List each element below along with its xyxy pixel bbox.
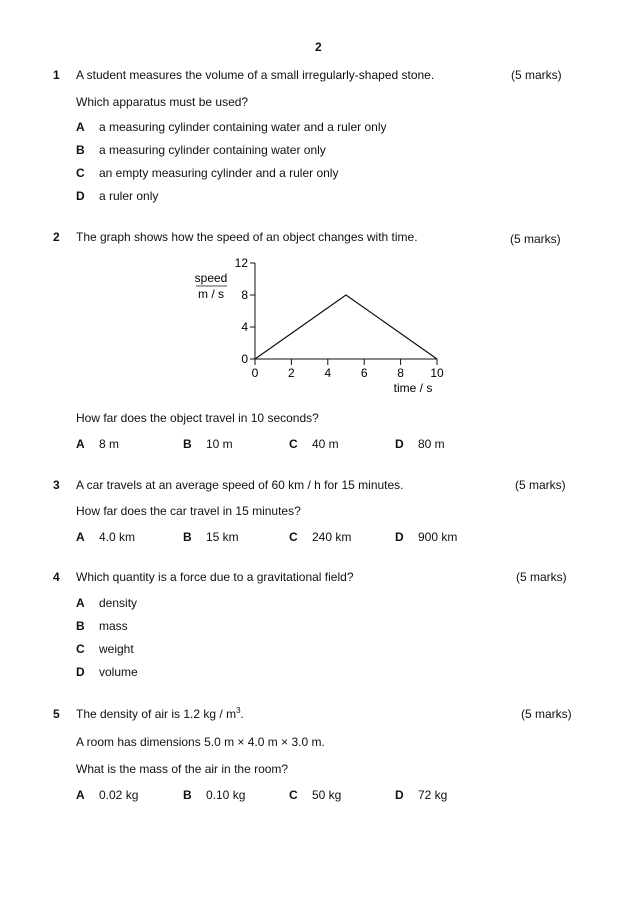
x-tick-label: 10 xyxy=(430,366,444,380)
y-tick-label: 4 xyxy=(241,320,248,334)
option-letter: A xyxy=(76,596,85,610)
option-letter: A xyxy=(76,120,85,134)
option-letter: A xyxy=(76,530,85,544)
option-letter: D xyxy=(76,189,85,203)
question-number: 3 xyxy=(53,478,60,492)
question-stem xyxy=(76,707,244,721)
option-letter: B xyxy=(76,619,85,633)
option-letter: C xyxy=(289,530,298,544)
page-number: 2 xyxy=(315,40,322,54)
option-letter: C xyxy=(76,166,85,180)
question-stem: Which quantity is a force due to a gravitational field? xyxy=(76,570,354,584)
speed-line xyxy=(255,295,437,359)
question-prompt: How far does the car travel in 15 minutes? xyxy=(76,504,301,518)
option-letter: D xyxy=(395,437,404,451)
speed-time-graph xyxy=(185,252,475,402)
x-axis-label: time / s xyxy=(393,381,433,395)
marks-label: (5 marks) xyxy=(510,232,561,246)
marks-label: (5 marks) xyxy=(511,68,562,82)
option-text: volume xyxy=(99,665,138,679)
y-tick-label: 0 xyxy=(241,352,248,366)
y-tick-label: 12 xyxy=(234,256,248,270)
option-text: 8 m xyxy=(99,437,120,451)
option-text: an empty measuring cylinder and a ruler only xyxy=(99,166,339,180)
option-letter: B xyxy=(183,437,192,451)
option-letter: D xyxy=(76,665,85,679)
x-tick-label: 4 xyxy=(324,366,332,380)
question-number: 5 xyxy=(53,707,60,721)
y-axis-label-bottom: m / s xyxy=(198,287,224,301)
y-tick-label: 8 xyxy=(241,288,248,302)
option-letter: A xyxy=(76,788,85,802)
option-text: 72 kg xyxy=(418,788,448,802)
option-text: 80 m xyxy=(418,437,445,451)
question-number: 1 xyxy=(53,68,60,82)
stem-text: The density of air is 1.2 kg / m xyxy=(76,707,237,721)
question-prompt: Which apparatus must be used? xyxy=(76,95,249,109)
option-text: density xyxy=(99,596,138,610)
stem-superscript: 3 xyxy=(236,706,241,715)
option-letter: D xyxy=(395,788,404,802)
option-letter: C xyxy=(76,642,85,656)
option-letter: B xyxy=(76,143,85,157)
question-prompt: What is the mass of the air in the room? xyxy=(76,762,289,776)
option-text: 900 km xyxy=(418,530,458,544)
option-text: 240 km xyxy=(312,530,352,544)
option-text: 4.0 km xyxy=(99,530,136,544)
question-info: A room has dimensions 5.0 m × 4.0 m × 3.0 m. xyxy=(76,735,325,749)
stem-suffix: . xyxy=(240,707,244,721)
option-letter: B xyxy=(183,788,192,802)
option-letter: C xyxy=(289,437,298,451)
marks-label: (5 marks) xyxy=(521,707,572,721)
option-text: 40 m xyxy=(312,437,339,451)
option-text: a measuring cylinder containing water only xyxy=(99,143,326,157)
x-tick-label: 8 xyxy=(397,366,404,380)
option-text: weight xyxy=(99,642,134,656)
option-text: a ruler only xyxy=(99,189,159,203)
question-prompt: How far does the object travel in 10 seconds? xyxy=(76,411,319,425)
question-number: 2 xyxy=(53,230,60,244)
option-letter: C xyxy=(289,788,298,802)
x-tick-label: 6 xyxy=(360,366,368,380)
option-letter: A xyxy=(76,437,85,451)
marks-label: (5 marks) xyxy=(516,570,567,584)
option-text: a measuring cylinder containing water and a ruler only xyxy=(99,120,387,134)
question-stem: A student measures the volume of a small irregularly-shaped stone. xyxy=(76,68,435,82)
option-text: 0.02 kg xyxy=(99,788,139,802)
option-text: 10 m xyxy=(206,437,233,451)
question-stem: The graph shows how the speed of an object changes with time. xyxy=(76,230,418,244)
question-stem: A car travels at an average speed of 60 km / h for 15 minutes. xyxy=(76,478,404,492)
option-text: 0.10 kg xyxy=(206,788,246,802)
option-letter: B xyxy=(183,530,192,544)
marks-label: (5 marks) xyxy=(515,478,566,492)
option-text: 50 kg xyxy=(312,788,342,802)
question-number: 4 xyxy=(53,570,60,584)
option-text: 15 km xyxy=(206,530,239,544)
x-tick-label: 0 xyxy=(251,366,259,380)
x-tick-label: 2 xyxy=(288,366,295,380)
option-text: mass xyxy=(99,619,128,633)
option-letter: D xyxy=(395,530,404,544)
y-axis-label-top: speed xyxy=(194,271,228,285)
